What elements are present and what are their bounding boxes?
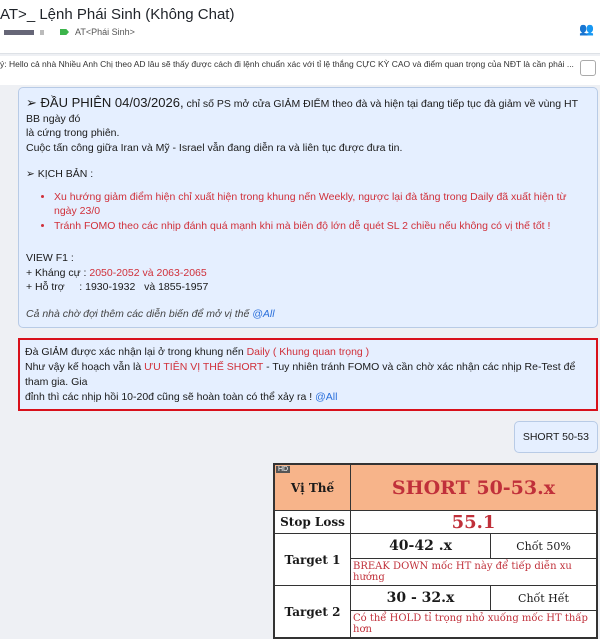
message-text: Đà GIẢM được xác nhận lại ở trong khung nến xyxy=(25,346,247,358)
hd-badge: HD xyxy=(278,466,289,473)
target1-value: 40-42 .x xyxy=(351,534,491,559)
mention-all[interactable]: @All xyxy=(252,307,275,320)
message-text: VIEW F1 : xyxy=(26,252,74,264)
pinned-bar xyxy=(0,56,600,85)
blurred-info xyxy=(4,30,34,35)
support-value: 1930-1932 và 1855-1957 xyxy=(85,281,209,293)
chat-header xyxy=(0,0,600,54)
support-label: + Hỗ trợ : xyxy=(26,281,86,293)
bullet-item: • Xu hướng giảm điểm hiện chỉ xuất hiện trong khung nến Weekly, ngược lại đà tăng trong Daily đã xuất hiện từ ngày 23/0 xyxy=(54,190,591,219)
pinned-message[interactable]: ý: Hello cả nhà Nhiều Anh Chị theo AD lâu sẽ thấy được cách đi lệnh chuẩn xác với tỉ lệ thắng CỰC KỲ CAO và điểm quan trọng của NĐT là cần phải ... xyxy=(0,59,574,69)
position-value: SHORT 50-53.x xyxy=(351,465,597,511)
chat-subtitle xyxy=(0,27,135,37)
message-text: ➢ KỊCH BẢN : xyxy=(26,168,94,180)
target2-desc: Có thể HOLD tỉ trọng nhỏ xuống mốc HT thấp hơn xyxy=(351,611,597,638)
position-label: Vị Thế xyxy=(275,465,351,511)
tag-icon xyxy=(60,29,69,35)
resistance-label: + Kháng cự : xyxy=(26,266,90,279)
target2-label: Target 2 xyxy=(275,586,351,638)
message-text: là cứng trong phiên. xyxy=(26,127,120,139)
message-bubble-highlighted xyxy=(18,338,598,411)
target2-note: Chốt Hết xyxy=(491,586,597,611)
target2-value: 30 - 32.x xyxy=(351,586,491,611)
pin-expand-button[interactable] xyxy=(580,60,596,76)
resistance-value: 2050-2052 và 2063-2065 xyxy=(89,266,207,279)
chat-title: AT>_ Lệnh Phái Sinh (Không Chat) xyxy=(0,6,235,23)
stop-loss-label: Stop Loss xyxy=(275,511,351,534)
members-icon[interactable]: 👥 xyxy=(579,22,594,36)
message-bubble: SHORT 50-53 xyxy=(514,421,598,453)
message-text: chỉ số PS mở cửa GIẢM ĐIỂM theo đà và hiện tại đang tiếp tục đà giảm về vùng HT BB ngày đó xyxy=(26,98,578,125)
target1-desc: BREAK DOWN mốc HT này để tiếp diễn xu hướng xyxy=(351,559,597,586)
message-text: đỉnh thì các nhịp hồi 10-20đ cũng sẽ hoàn toàn có thể xảy ra ! xyxy=(25,391,316,403)
message-bubble xyxy=(18,87,598,328)
message-text: - Tuy nhiên tránh FOMO và cần chờ xác nhận các nhịp Re-Test để tham gia. Gia xyxy=(25,361,576,388)
group-tag[interactable]: AT<Phái Sinh> xyxy=(75,27,135,37)
trade-plan-image[interactable] xyxy=(273,463,598,639)
trade-plan-table xyxy=(274,464,597,638)
message-text: Daily ( Khung quan trọng ) xyxy=(246,346,370,358)
message-text: ƯU TIÊN VỊ THẾ SHORT xyxy=(144,361,264,373)
target1-note: Chốt 50% xyxy=(491,534,597,559)
message-text: Cuộc tấn công giữa Iran và Mỹ - Israel vẫn đang diễn ra và liên tục được đưa tin. xyxy=(26,141,403,154)
message-heading: ➢ ĐẦU PHIÊN 04/03/2026, xyxy=(26,95,184,110)
blurred-info xyxy=(40,30,44,35)
message-text: Như vậy kế hoạch vẫn là xyxy=(25,361,145,373)
chat-area xyxy=(18,87,598,639)
mention-all[interactable]: @All xyxy=(315,391,338,403)
bullet-item: • Tránh FOMO theo các nhịp đánh quá mạnh khi mà biên độ lớn dễ quét SL 2 chiều nếu không có vị thế tốt ! xyxy=(54,219,591,234)
target1-label: Target 1 xyxy=(275,534,351,586)
message-text: Cả nhà chờ đợi thêm các diễn biến để mở vị thế xyxy=(26,307,253,320)
stop-loss-value: 55.1 xyxy=(351,511,597,534)
